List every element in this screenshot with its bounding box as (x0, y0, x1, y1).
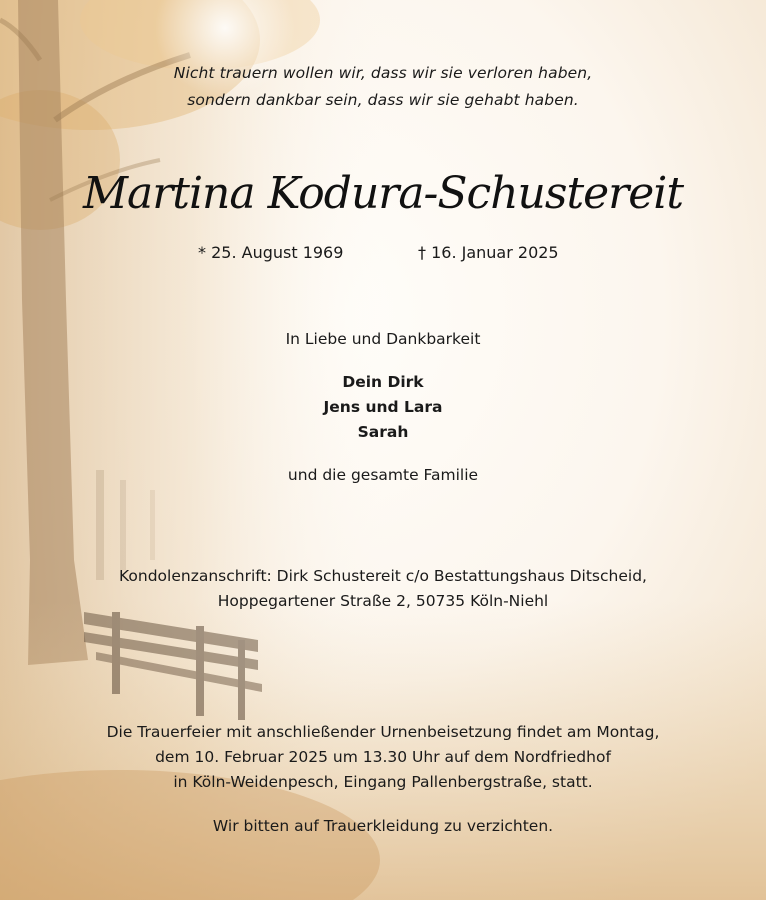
clothing-note: Wir bitten auf Trauerkleidung zu verzichten. (212, 817, 554, 835)
ceremony-line-2: dem 10. Februar 2025 um 13.30 Uhr auf dem Nordfriedhof (155, 748, 611, 766)
condolence-address-line-1: Kondolenzanschrift: Dirk Schustereit c/o Bestattungshaus Ditscheid, (119, 567, 647, 585)
ceremony-line-3: in Köln-Weidenpesch, Eingang Pallenbergstraße, statt. (173, 773, 593, 791)
death-date: † 16. Januar 2025 (418, 243, 559, 262)
ceremony-line-1: Die Trauerfeier mit anschließender Urnenbeisetzung findet am Montag, (106, 723, 660, 741)
birth-date: * 25. August 1969 (198, 243, 344, 262)
mourner-name: Jens und Lara (323, 398, 443, 416)
mourners-intro: In Liebe und Dankbarkeit (285, 330, 481, 348)
deceased-name: Martina Kodura-Schustereit (82, 168, 684, 219)
condolence-address-line-2: Hoppegartener Straße 2, 50735 Köln-Niehl (217, 592, 549, 610)
family-line: und die gesamte Familie (287, 466, 479, 484)
mourner-name: Dein Dirk (342, 373, 424, 391)
quote-line-1: Nicht trauern wollen wir, dass wir sie verloren haben, (173, 64, 593, 82)
mourner-name: Sarah (357, 423, 409, 441)
quote-line-2: sondern dankbar sein, dass wir sie gehabt haben. (187, 91, 579, 109)
